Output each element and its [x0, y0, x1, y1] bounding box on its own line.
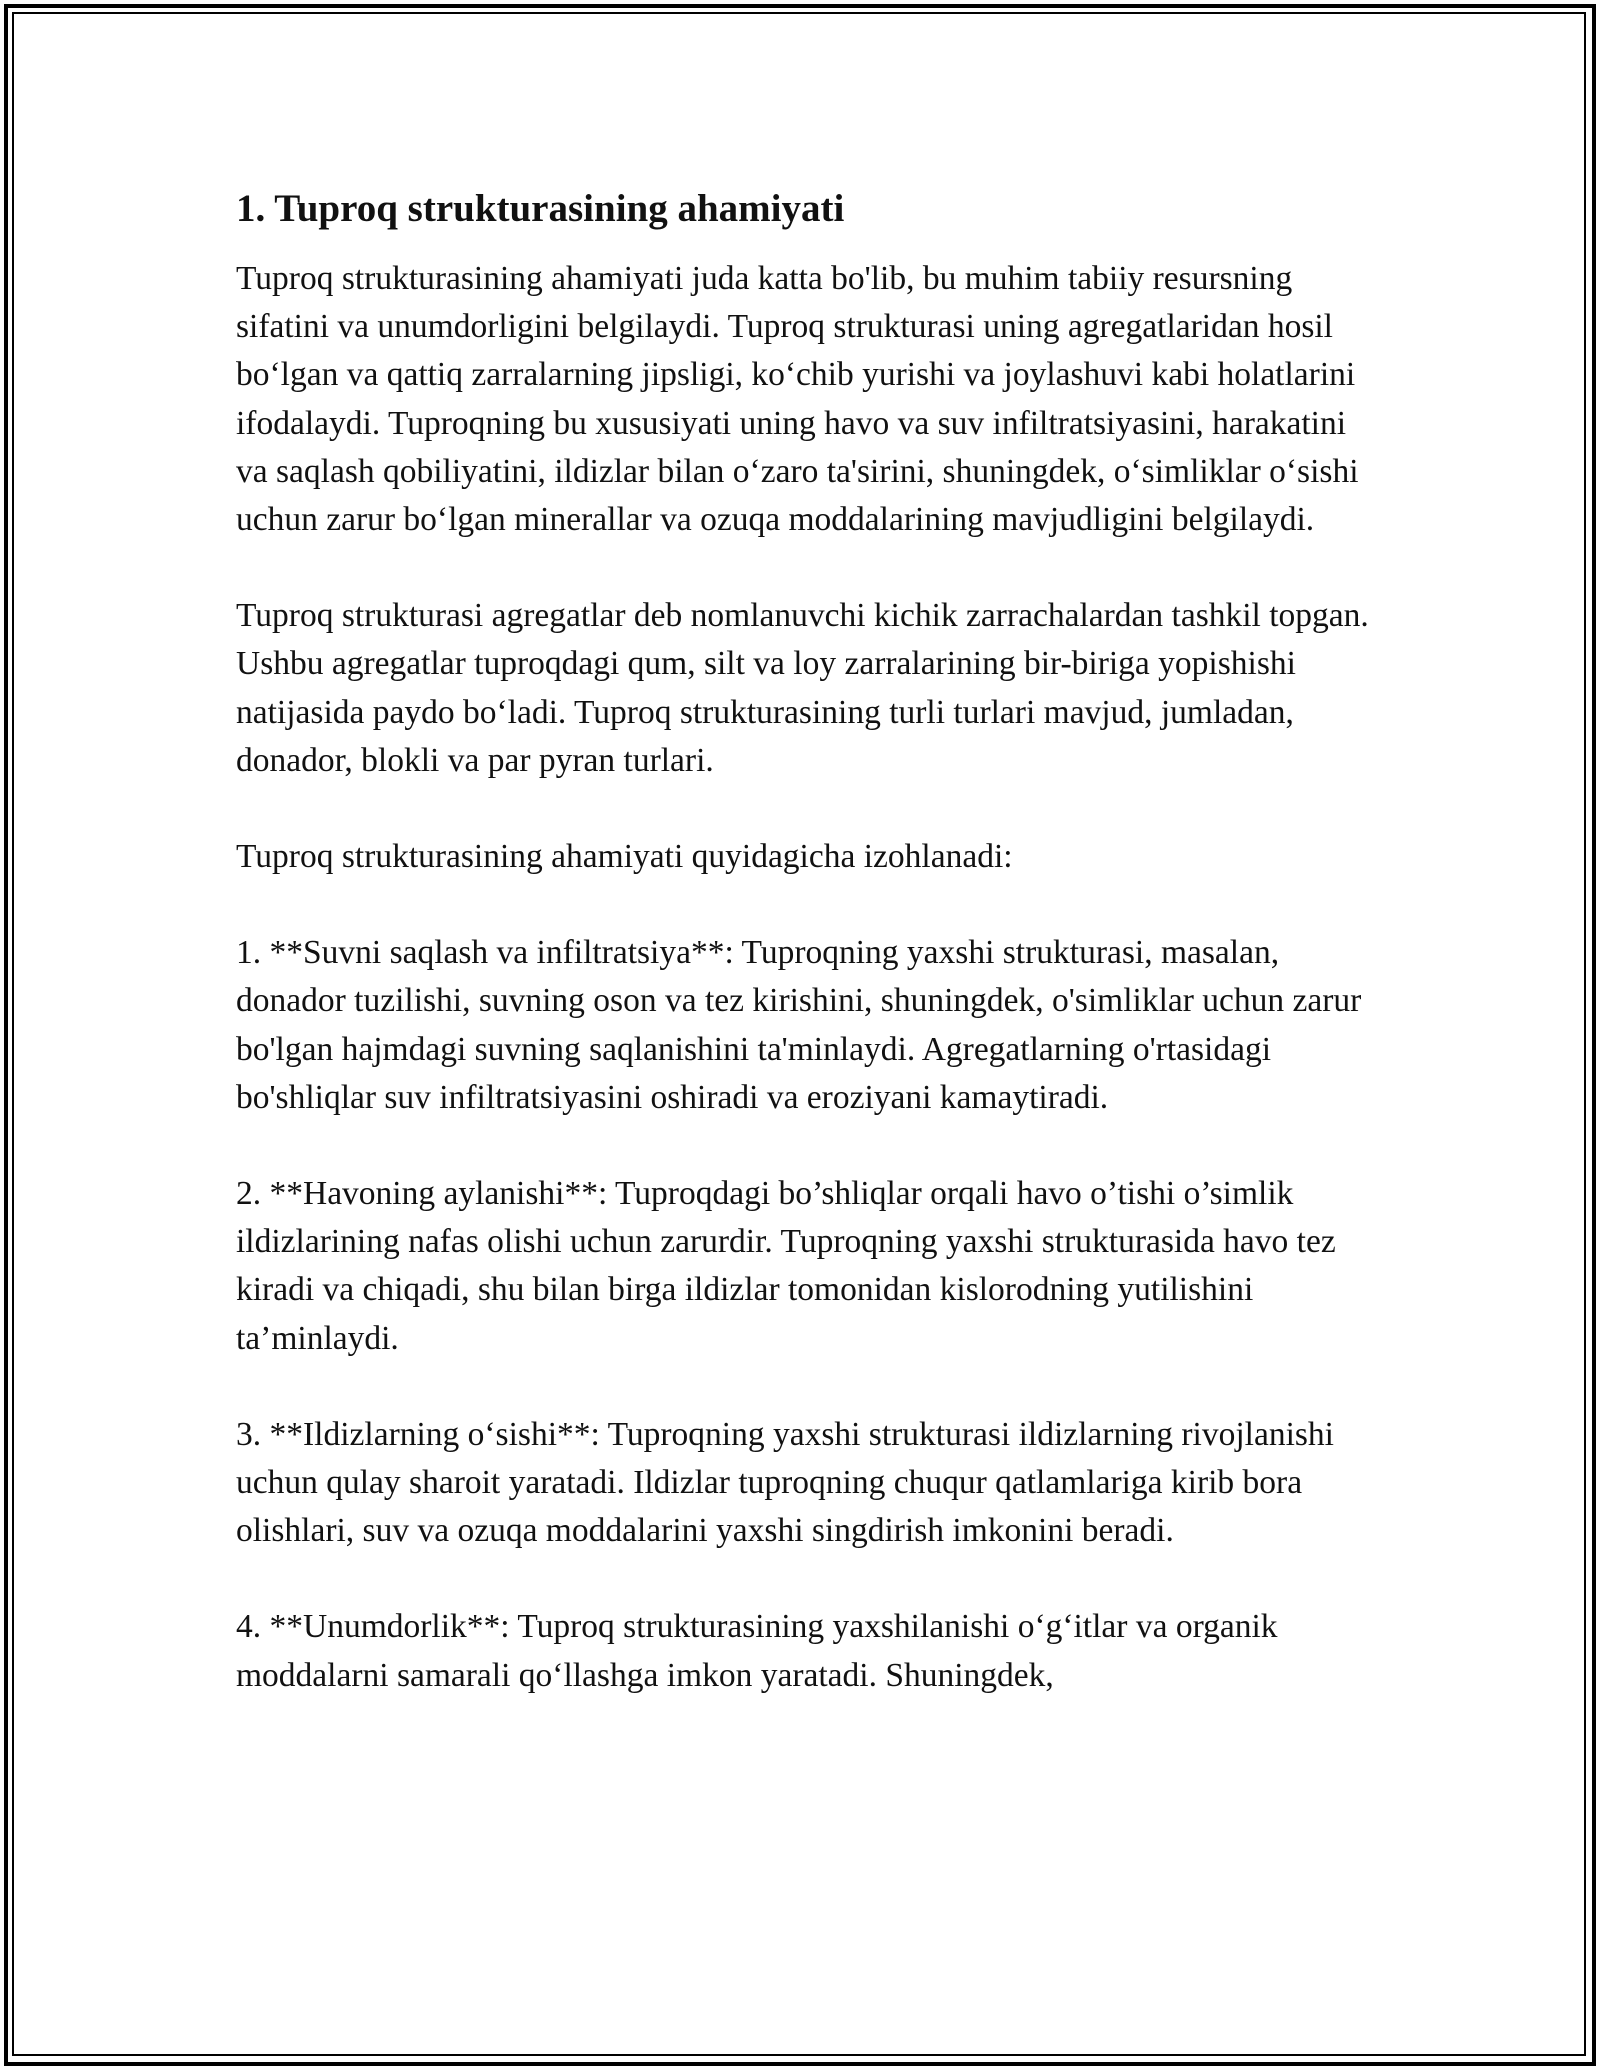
- section-heading: 1. Tuproq strukturasining ahamiyati: [236, 187, 845, 230]
- list-item-roots: 3. **Ildizlarning o‘sishi**: Tuproqning yaxshi strukturasi ildizlarning rivojlanishi uchun qulay sharoit yaratadi. Ildizlar tuproqning chuqur qatlamlariga kirib bora olishlari, suv va ozuqa moddalarini yaxshi singdirish imkonini beradi.: [236, 1415, 1334, 1550]
- paragraph-intro: Tuproq strukturasining ahamiyati juda katta bo'lib, bu muhim tabiiy resursning sifatini va unumdorligini belgilaydi. Tuproq strukturasi uning agregatlaridan hosil bo‘lgan va qattiq zarralarning jipsligi, ko‘chib yurishi va joylashuvi kabi holatlarini ifodalaydi. Tuproqning bu xususiyati uning havo va suv infiltratsiyasini, harakatini va saqlash qobiliyatini, ildizlar bilan o‘zaro ta'sirini, shuningdek, o‘simliklar o‘sishi uchun zarur bo‘lgan minerallar va ozuqa moddalarining mavjudligini belgilaydi.: [236, 260, 1359, 539]
- paragraph-list-intro: Tuproq strukturasining ahamiyati quyidagicha izohlanadi:: [236, 838, 1013, 876]
- list-item-air: 2. **Havoning aylanishi**: Tuproqdagi bo’shliqlar orqali havo o’tishi o’simlik ildizlarining nafas olishi uchun zarurdir. Tuproqning yaxshi strukturasida havo tez kiradi va chiqadi, shu bilan birga ildizlar tomonidan kislorodning yutilishini ta’minlaydi.: [236, 1175, 1336, 1357]
- paragraph-aggregates: Tuproq strukturasi agregatlar deb nomlanuvchi kichik zarrachalardan tashkil topgan. Ushbu agregatlar tuproqdagi qum, silt va loy zarralarining bir-biriga yopishishi natijasida paydo bo‘ladi. Tuproq strukturasining turli turlari mavjud, jumladan, donador, blokli va par pyran turlari.: [236, 597, 1369, 779]
- list-item-fertility: 4. **Unumdorlik**: Tuproq strukturasining yaxshilanishi o‘g‘itlar va organik moddalarni samarali qo‘llashga imkon yaratadi. Shuningdek,: [236, 1608, 1278, 1694]
- document-body: [236, 185, 1386, 1748]
- list-item-water: 1. **Suvni saqlash va infiltratsiya**: Tuproqning yaxshi strukturasi, masalan, donador tuzilishi, suvning oson va tez kirishini, shuningdek, o'simliklar uchun zarur bo'lgan hajmdagi suvning saqlanishini ta'minlaydi. Agregatlarning o'rtasidagi bo'shliqlar suv infiltratsiyasini oshiradi va eroziyani kamaytiradi.: [236, 934, 1362, 1116]
